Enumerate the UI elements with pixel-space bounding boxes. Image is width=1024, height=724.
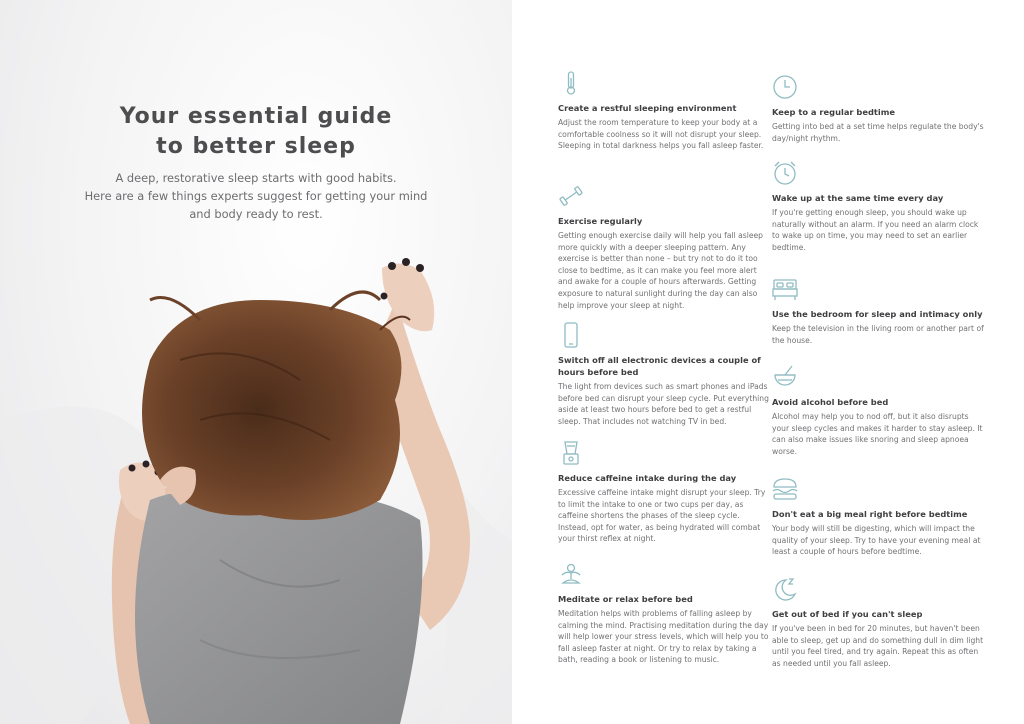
tip-caffeine <box>558 440 770 545</box>
tip-bedroom <box>772 276 984 346</box>
alarm-clock-icon <box>772 160 798 186</box>
tip-text: If you're getting enough sleep, you should wake up naturally without an alarm. If you need an alarm clock to wake up on time, you may need to set an earlier bedtime. <box>772 208 979 252</box>
clock-icon <box>772 74 798 100</box>
tip-title: Reduce caffeine intake during the day <box>558 473 737 483</box>
cocktail-icon <box>772 364 798 390</box>
tip-title: Don't eat a big meal right before bedtime <box>772 509 968 519</box>
tip-title: Wake up at the same time every day <box>772 193 944 203</box>
tip-text: Getting enough exercise daily will help you fall asleep more quickly with a deeper sleeping pattern. Any exercise is better than none – but try not to do it too close to bedtime, as it can make you feel more alert and awake for a couple of hours afterwards. Getting exposure to natural sunlight during the day can also help improve your sleep at night. <box>558 231 764 310</box>
bed-icon <box>772 276 798 302</box>
tip-text: Meditation helps with problems of falling asleep by calming the mind. Practising meditation during the day will help lower your stress levels, which will help you to fall asleep faster at night. Or try to relax by taking a bath, reading a book or listening to music. <box>558 609 769 665</box>
tip-title: Get out of bed if you can't sleep <box>772 609 923 619</box>
title-line-2: to better sleep <box>156 134 356 159</box>
tip-text: If you've been in bed for 20 minutes, but haven't been able to sleep, get up and do something dull in dim light until you feel tired, and try again. Repeat this as often as needed until you fall asleep. <box>772 624 984 668</box>
tip-bedtime <box>772 74 984 144</box>
tip-title: Keep to a regular bedtime <box>772 107 895 117</box>
intro-text <box>60 169 452 223</box>
tip-title: Use the bedroom for sleep and intimacy only <box>772 309 983 319</box>
thermometer-icon <box>558 70 584 96</box>
tip-title: Create a restful sleeping environment <box>558 103 737 113</box>
tip-title: Meditate or relax before bed <box>558 594 693 604</box>
tip-text: Getting into bed at a set time helps regulate the body's day/night rhythm. <box>772 122 984 143</box>
tip-text: Your body will still be digesting, which will impact the quality of your sleep. Try to have your evening meal at least a couple of hours before bedtime. <box>772 524 981 557</box>
coffee-maker-icon <box>558 440 584 466</box>
intro-line-2: Here are a few things experts suggest for getting your mind <box>84 189 428 203</box>
intro-line-3: and body ready to rest. <box>189 207 323 221</box>
tip-wakeup <box>772 160 984 253</box>
tip-title: Avoid alcohol before bed <box>772 397 889 407</box>
tip-text: Alcohol may help you to nod off, but it also disrupts your sleep cycles and makes it harder to stay asleep. It can also make issues like snoring and sleep apnoea worse. <box>772 412 983 456</box>
intro-line-1: A deep, restorative sleep starts with good habits. <box>115 171 397 185</box>
tip-cant-sleep <box>772 576 984 669</box>
moon-zzz-icon <box>772 576 798 602</box>
tip-exercise <box>558 183 770 311</box>
dumbbell-icon <box>558 183 584 209</box>
tip-title: Exercise regularly <box>558 216 643 226</box>
smartphone-icon <box>558 322 584 348</box>
tip-environment <box>558 70 770 152</box>
tip-devices <box>558 322 770 427</box>
tip-meal <box>772 476 984 558</box>
title-line-1: Your essential guide <box>119 104 393 129</box>
meditation-icon <box>558 561 584 587</box>
tip-alcohol <box>772 364 984 457</box>
tip-text: The light from devices such as smart phones and iPads before bed can disrupt your sleep cycle. Put everything aside at least two hours before bed to get a restful sleep. That includes not watching TV in bed. <box>558 382 769 426</box>
tip-text: Keep the television in the living room or another part of the house. <box>772 324 984 345</box>
burger-icon <box>772 476 798 502</box>
tip-meditate <box>558 561 770 666</box>
page-title <box>0 102 512 162</box>
tip-title: Switch off all electronic devices a couple of hours before bed <box>558 355 761 377</box>
tip-text: Excessive caffeine intake might disrupt your sleep. Try to limit the intake to one or two cups per day, as caffeine shortens the phases of the sleep cycle. Instead, opt for water, as being hydrated will combat your thirst reflex at night. <box>558 488 766 544</box>
tip-text: Adjust the room temperature to keep your body at a comfortable coolness so it will not disrupt your sleep. Sleeping in total darkness helps you fall asleep faster. <box>558 118 764 151</box>
